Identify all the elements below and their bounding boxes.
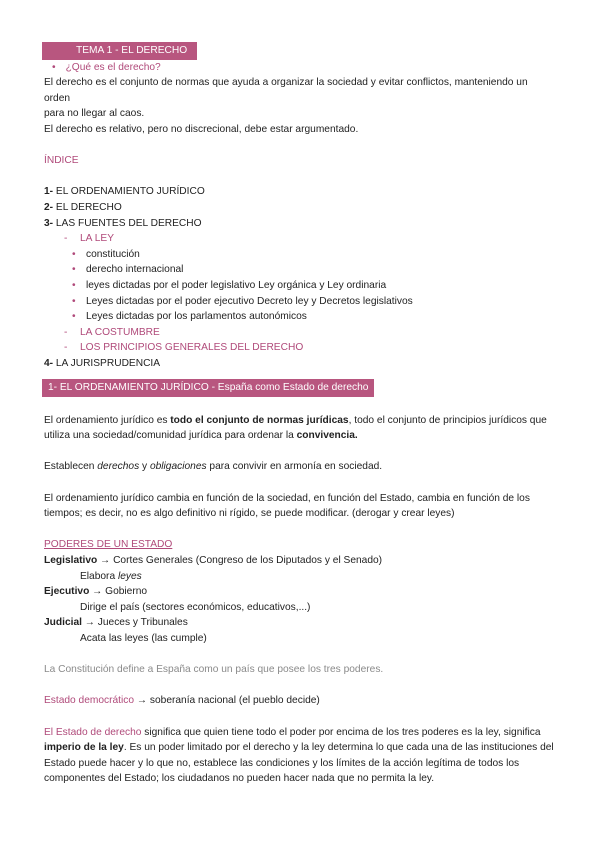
estado-derecho: Estado puede hacer y lo que no, establece las condiciones y los límites de la acción legítima de todos los [44,757,520,769]
estado-derecho: El Estado de derecho significa que quien tiene todo el poder por encima de los tres poderes es la ley, significa [44,726,541,738]
index-item: 3- LAS FUENTES DEL DERECHO [44,217,202,229]
ley-item: • leyes dictadas por el poder legislativo Ley orgánica y Ley ordinaria [44,278,556,294]
intro-line: El derecho es el conjunto de normas que ayuda a organizar la sociedad y evitar conflictos, manteniendo un orden [44,77,528,104]
poder-ejecutivo-sub: Dirige el país (sectores económicos, educativos,...) [80,601,311,613]
index-item: 2- EL DERECHO [44,201,122,213]
estado-derecho: imperio de la ley. Es un poder limitado por el derecho y la ley determina lo que cada una de las instituciones del [44,742,554,754]
section-title: 1- EL ORDENAMIENTO JURÍDICO - España como Estado de derecho [42,379,374,397]
intro-question: • ¿Qué es el derecho? [44,60,556,76]
poder-ejecutivo: Ejecutivo → Gobierno [44,586,148,598]
index-item: 4- LA JURISPRUDENCIA [44,357,161,369]
index-subitem: - LOS PRINCIPIOS GENERALES DEL DERECHO [64,342,304,354]
poderes-heading: PODERES DE UN ESTADO [44,539,173,551]
paragraph: El ordenamiento jurídico cambia en función de la sociedad, en función del Estado, cambia en función de los [44,492,530,504]
paragraph: El ordenamiento jurídico es todo el conjunto de normas jurídicas, todo el conjunto de principios jurídicos que [44,414,547,426]
ley-item: • constitución [44,247,556,263]
paragraph: Establecen derechos y obligaciones para convivir en armonía en sociedad. [44,461,383,473]
constitucion-note: La Constitución define a España como un país que posee los tres poderes. [44,664,384,676]
estado-democratico: Estado democrático → soberanía nacional (el pueblo decide) [44,695,320,707]
page-title: TEMA 1 - EL DERECHO [42,42,197,60]
index-subitem: - LA COSTUMBRE [64,326,160,338]
ley-item: • Leyes dictadas por el poder ejecutivo Decreto ley y Decretos legislativos [44,294,556,310]
poder-legislativo: Legislativo → Cortes Generales (Congreso de los Diputados y el Senado) [44,555,383,566]
estado-derecho: componentes del Estado; los ciudadanos no pueden hacer nada que no permita la ley. [44,773,435,785]
poder-judicial-sub: Acata las leyes (las cumple) [80,632,207,644]
poder-legislativo-sub: Elabora leyes [80,570,142,582]
index-item: 1- EL ORDENAMIENTO JURÍDICO [44,186,205,198]
paragraph: tiempos; es decir, no es algo definitivo ni rígido, se puede modificar. (derogar y crear leyes) [44,508,455,520]
intro-line: El derecho es relativo, pero no discrecional, debe estar argumentado. [44,123,359,135]
index-heading: ÍNDICE [44,155,79,167]
intro-line: para no llegar al caos. [44,108,145,120]
ley-item: • derecho internacional [44,262,556,278]
index-subitem: - LA LEY [64,233,114,245]
ley-item: • Leyes dictadas por los parlamentos autonómicos [44,309,556,325]
poder-judicial: Judicial → Jueces y Tribunales [44,617,188,629]
paragraph: utiliza una sociedad/comunidad jurídica para ordenar la convivencia. [44,430,358,442]
